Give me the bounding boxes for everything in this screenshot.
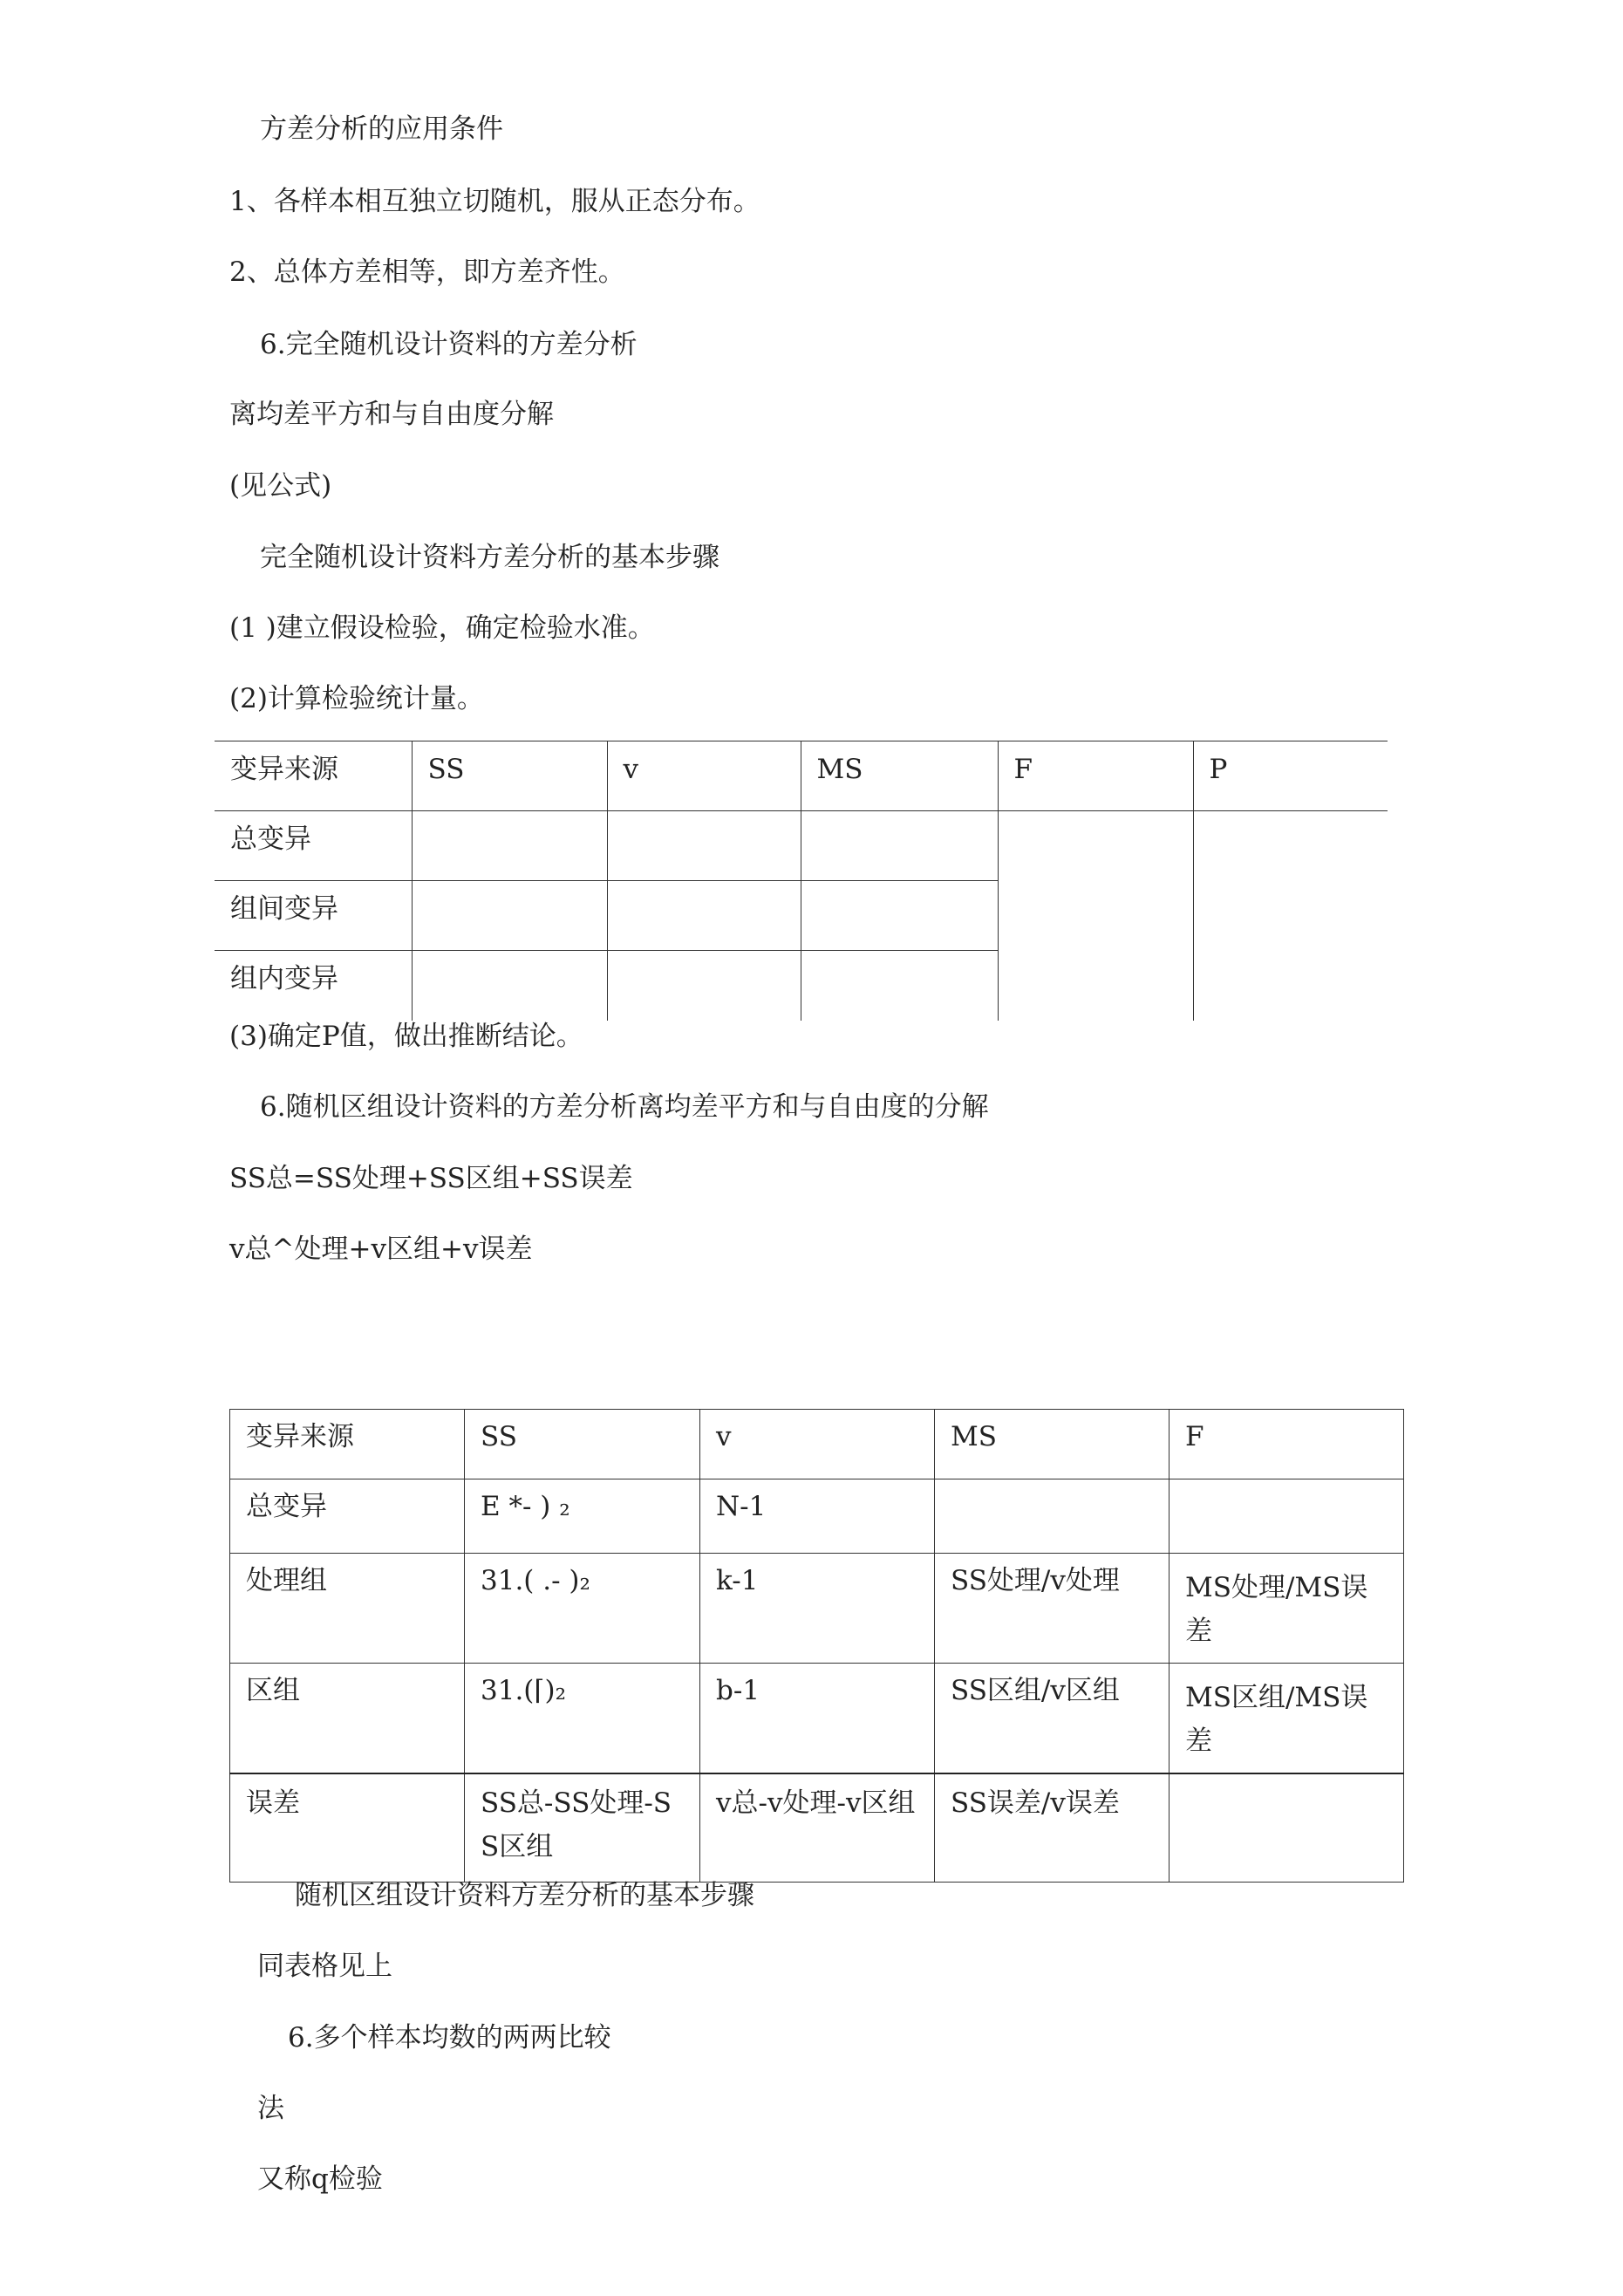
step-2: (2)计算检验统计量。 — [229, 683, 484, 714]
decomposition-label: 离均差平方和与自由度分解 — [229, 399, 554, 430]
step-1: (1 )建立假设检验，确定检验水准。 — [229, 612, 655, 644]
heading-anova-conditions: 方差分析的应用条件 — [260, 113, 503, 145]
row-label-block: 区组 — [230, 1664, 465, 1773]
header-v: v — [700, 1410, 935, 1479]
cell-ms — [801, 811, 998, 881]
row-label-within: 组内变异 — [215, 951, 412, 1021]
table-row — [230, 1773, 1404, 1883]
cell-ms: SS误差/v误差 — [935, 1773, 1170, 1883]
heading-multiple-comparison: 6.多个样本均数的两两比较 — [288, 2022, 611, 2053]
header-ss: SS — [465, 1410, 700, 1479]
cell-ms — [801, 881, 998, 951]
header-ss: SS — [412, 741, 607, 811]
row-label-error: 误差 — [230, 1773, 465, 1883]
ss-decomposition-formula: SS总=SS处理+SS区组+SS误差 — [229, 1163, 633, 1194]
row-label-treatment: 处理组 — [230, 1554, 465, 1664]
cell-v: b-1 — [700, 1664, 935, 1773]
cell-ss — [412, 951, 607, 1021]
header-ms: MS — [935, 1410, 1170, 1479]
heading-basic-steps: 完全随机设计资料方差分析的基本步骤 — [260, 542, 719, 573]
row-label-total: 总变异 — [215, 811, 412, 881]
table-header-row — [230, 1410, 1404, 1479]
cell-f — [1170, 1479, 1404, 1554]
cell-ss: SS总-SS处理-SS区组 — [465, 1773, 700, 1883]
header-v: v — [607, 741, 801, 811]
header-f: F — [998, 741, 1193, 811]
cell-f: MS区组/MS误差 — [1170, 1664, 1404, 1773]
row-label-total: 总变异 — [230, 1479, 465, 1554]
cell-v: N-1 — [700, 1479, 935, 1554]
table-row — [230, 1554, 1404, 1664]
condition-1: 1、各样本相互独立切随机，服从正态分布。 — [229, 186, 760, 217]
cell-ss: E *- ) ₂ — [465, 1479, 700, 1554]
heading-randomized-block: 6.随机区组设计资料的方差分析离均差平方和与自由度的分解 — [260, 1091, 989, 1123]
cell-f-merged — [998, 811, 1193, 1021]
table-row — [215, 811, 1388, 881]
heading-block-steps: 随机区组设计资料方差分析的基本步骤 — [295, 1880, 754, 1911]
cell-v — [607, 811, 801, 881]
cell-ss: 31.( .- )₂ — [465, 1554, 700, 1664]
cell-v: v总-v处理-v区组 — [700, 1773, 935, 1883]
cell-v: k-1 — [700, 1554, 935, 1664]
table-header-row — [215, 741, 1388, 811]
header-source: 变异来源 — [230, 1410, 465, 1479]
same-table-note: 同表格见上 — [257, 1951, 392, 1982]
cell-p-merged — [1193, 811, 1388, 1021]
cell-ss — [412, 811, 607, 881]
header-ms: MS — [801, 741, 998, 811]
condition-2: 2、总体方差相等，即方差齐性。 — [229, 256, 625, 288]
row-label-between: 组间变异 — [215, 881, 412, 951]
q-test-note: 又称q检验 — [257, 2163, 383, 2195]
cell-ss — [412, 881, 607, 951]
cell-ms — [935, 1479, 1170, 1554]
table-row — [230, 1664, 1404, 1773]
header-p: P — [1193, 741, 1388, 811]
df-decomposition-formula: v总^处理+v区组+v误差 — [229, 1233, 533, 1265]
anova-table-completely-random — [215, 741, 1388, 1021]
cell-f: MS处理/MS误差 — [1170, 1554, 1404, 1664]
cell-ms: SS处理/v处理 — [935, 1554, 1170, 1664]
cell-ms — [801, 951, 998, 1021]
method-word: 法 — [257, 2093, 284, 2124]
cell-v — [607, 951, 801, 1021]
step-3: (3)确定P值，做出推断结论。 — [229, 1021, 583, 1052]
header-source: 变异来源 — [215, 741, 412, 811]
cell-v — [607, 881, 801, 951]
cell-ms: SS区组/v区组 — [935, 1664, 1170, 1773]
header-f: F — [1170, 1410, 1404, 1479]
anova-table-randomized-block — [229, 1409, 1404, 1883]
table-row — [230, 1479, 1404, 1554]
cell-f — [1170, 1773, 1404, 1883]
heading-completely-random: 6.完全随机设计资料的方差分析 — [260, 329, 638, 360]
see-formula: (见公式) — [229, 470, 332, 502]
cell-ss: 31.(⌈)₂ — [465, 1664, 700, 1773]
